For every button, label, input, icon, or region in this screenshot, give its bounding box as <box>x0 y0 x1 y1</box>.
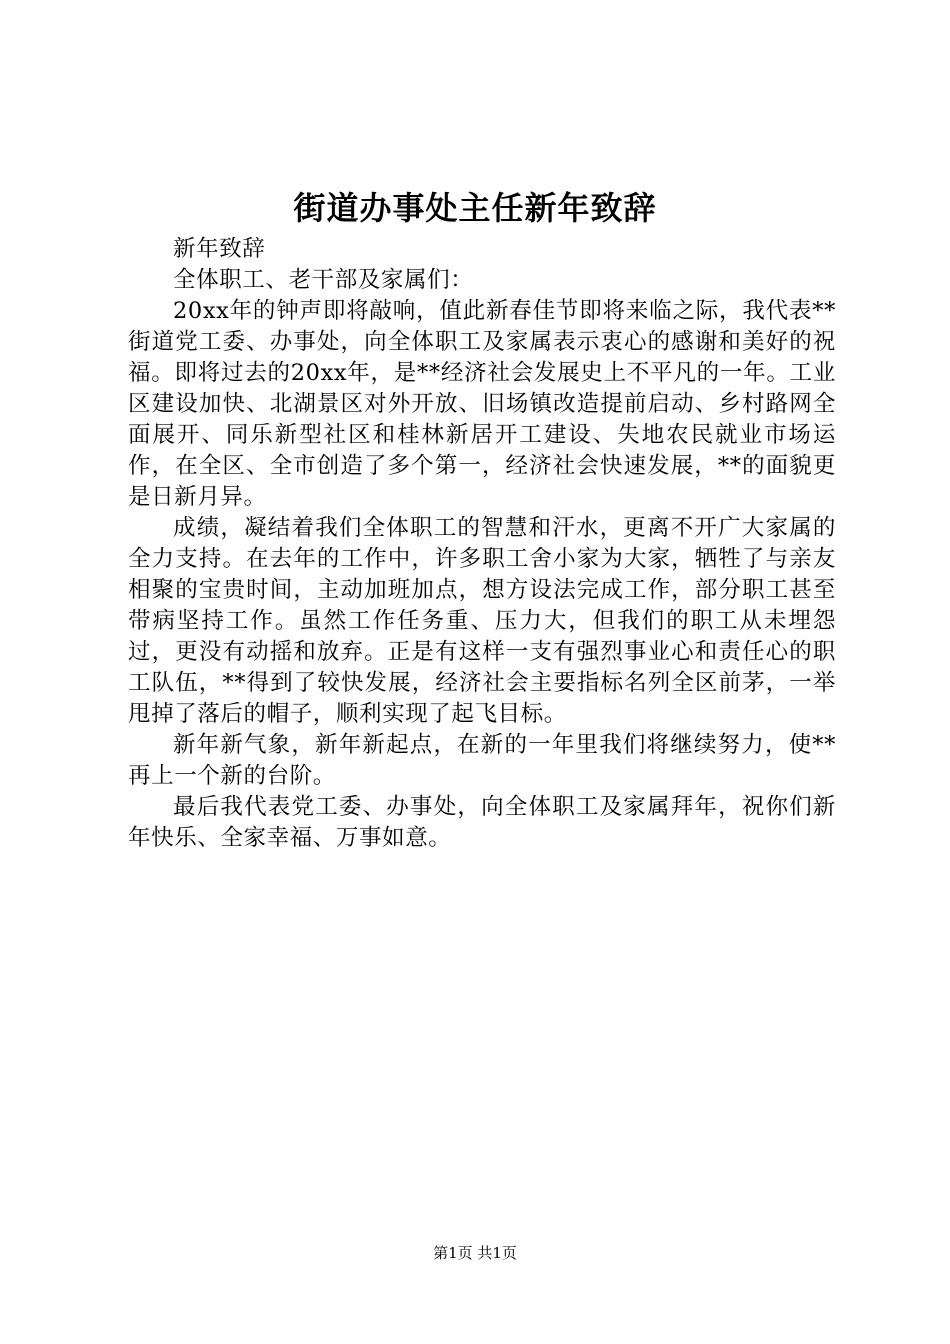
document-title: 街道办事处主任新年致辞 <box>293 189 657 227</box>
document-body <box>128 234 836 854</box>
paragraph-salutation: 全体职工、老干部及家属们： <box>173 267 474 293</box>
page-number: 第1页 共1页 <box>433 1244 517 1262</box>
paragraph-achievements: 成绩，凝结着我们全体职工的智慧和汗水，更离不开广大家属的全力支持。在去年的工作中，许多职工舍小家为大家，牺牲了与亲友相聚的宝贵时间，主动加班加点，想方设法完成工作，部分职工甚至带病坚持工作。虽然工作任务重、压力大，但我们的职工从未埋怨过，更没有动摇和放弃。正是有这样一支有强烈事业心和责任心的职工队伍，**得到了较快发展，经济社会主要指标名列全区前茅，一举甩掉了落后的帽子，顺利实现了起飞目标。 <box>128 515 836 727</box>
paragraph-new-year: 新年新气象，新年新起点，在新的一年里我们将继续努力，使**再上一个新的台阶。 <box>128 732 836 789</box>
paragraph-subtitle: 新年致辞 <box>173 236 266 262</box>
paragraph-closing: 最后我代表党工委、办事处，向全体职工及家属拜年，祝你们新年快乐、全家幸福、万事如意。 <box>128 794 836 851</box>
paragraph-greeting: 20xx年的钟声即将敲响，值此新春佳节即将来临之际，我代表**街道党工委、办事处，向全体职工及家属表示衷心的感谢和美好的祝福。即将过去的20xx年，是**经济社会发展史上不平凡的一年。工业区建设加快、北湖景区对外开放、旧场镇改造提前启动、乡村路网全面展开、同乐新型社区和桂林新居开工建设、失地农民就业市场运作，在全区、全市创造了多个第一，经济社会快速发展，**的面貌更是日新月异。 <box>128 298 836 510</box>
